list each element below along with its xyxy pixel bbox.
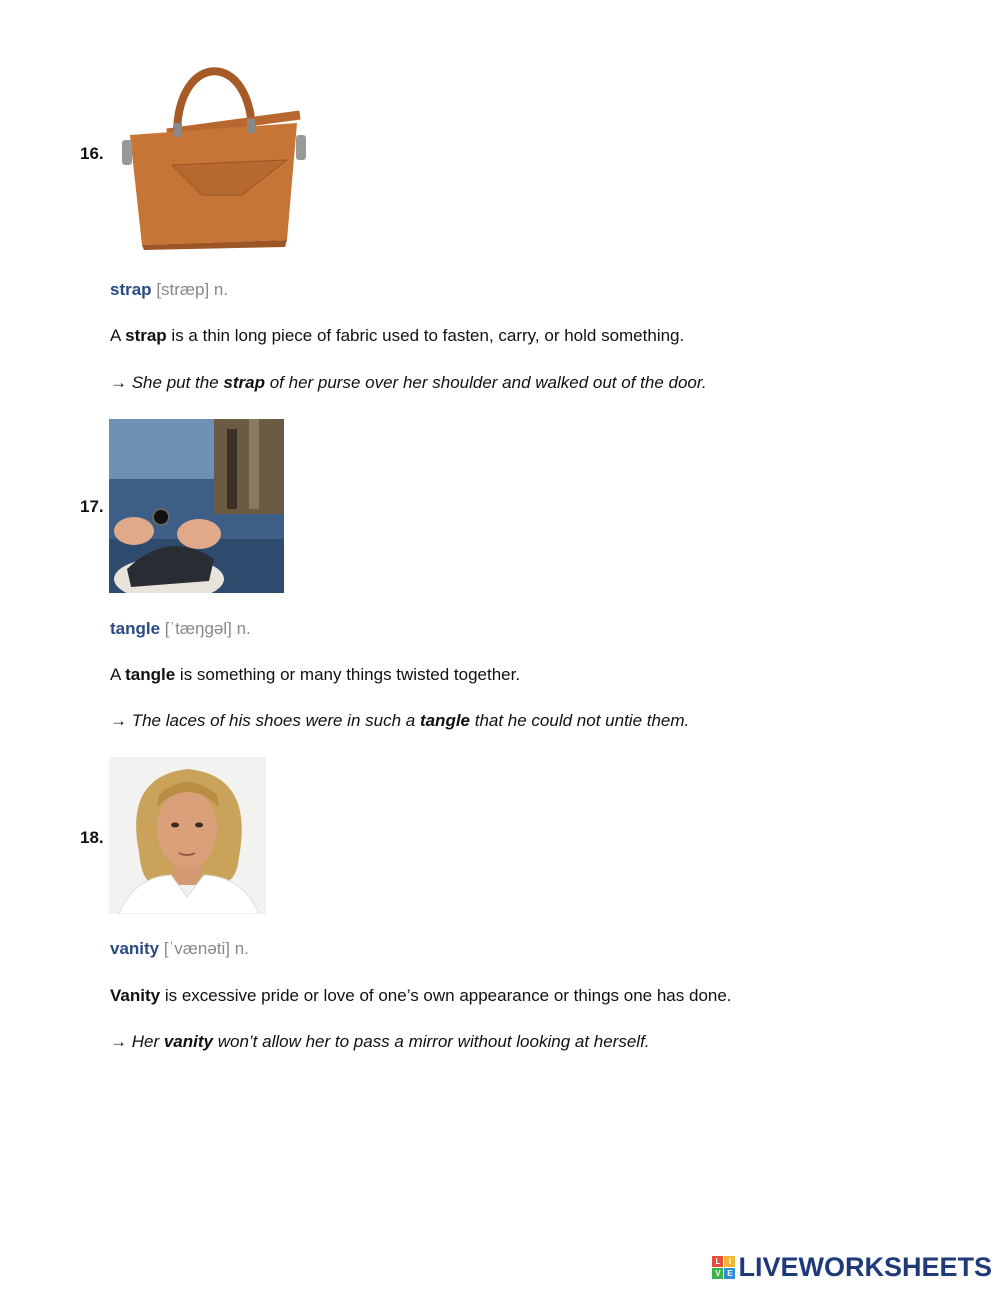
vocab-word: vanity: [110, 939, 160, 958]
definition-text: A: [110, 665, 126, 684]
definition-text: is a thin long piece of fabric used to fasten, carry, or hold something.: [166, 326, 685, 345]
handbag-icon: [122, 55, 308, 250]
logo-letter: L: [712, 1256, 723, 1267]
definition: [110, 986, 732, 1006]
portrait-icon: [109, 757, 266, 914]
definition-bold-word: tangle: [125, 665, 176, 684]
word-heading: [110, 280, 228, 300]
entry-number: 18.: [80, 828, 104, 847]
word-heading: [110, 619, 251, 639]
example-text: → She put the: [110, 373, 224, 392]
pronunciation: [ˈvænəti] n.: [163, 939, 249, 958]
definition-bold-word: Vanity: [110, 986, 161, 1005]
definition-text: is excessive pride or love of one’s own appearance or things one has done.: [160, 986, 732, 1005]
example-sentence: [110, 1032, 650, 1052]
portrait-image: [109, 757, 266, 914]
example-text: of her purse over her shoulder and walked out of the door.: [264, 373, 707, 392]
example-text: that he could not untie them.: [470, 711, 690, 730]
word-heading: [110, 939, 249, 959]
example-bold-word: strap: [223, 373, 265, 392]
entry-number: 16.: [80, 144, 104, 163]
logo-letter: E: [724, 1268, 735, 1279]
example-sentence: [110, 711, 689, 731]
definition-text: is something or many things twisted together.: [175, 665, 521, 684]
logo-letter: I: [724, 1256, 735, 1267]
pronunciation: [ˈtæŋgəl] n.: [164, 619, 251, 638]
pronunciation: [stræp] n.: [156, 280, 229, 299]
vocab-word: strap: [110, 280, 152, 299]
vocab-word: tangle: [110, 619, 161, 638]
example-text: won’t allow her to pass a mirror without looking at herself.: [212, 1032, 650, 1051]
logo-text: LIVEWORKSHEETS: [738, 1252, 992, 1282]
entry-number: 17.: [80, 497, 104, 516]
definition-bold-word: strap: [125, 326, 167, 345]
example-text: → Her: [110, 1032, 164, 1051]
example-bold-word: vanity: [163, 1032, 213, 1051]
handbag-image: [122, 55, 308, 250]
example-bold-word: tangle: [419, 711, 470, 730]
liveworksheets-logo[interactable]: [712, 1252, 992, 1283]
example-text: → The laces of his shoes were in such a: [110, 711, 420, 730]
logo-icon: [712, 1256, 735, 1279]
definition-text: A: [110, 326, 126, 345]
logo-letter: V: [712, 1268, 723, 1279]
definition: [110, 665, 520, 685]
shoelace-icon: [109, 419, 284, 593]
definition: [110, 326, 684, 346]
example-sentence: [110, 373, 707, 393]
shoelace-image: [109, 419, 284, 593]
